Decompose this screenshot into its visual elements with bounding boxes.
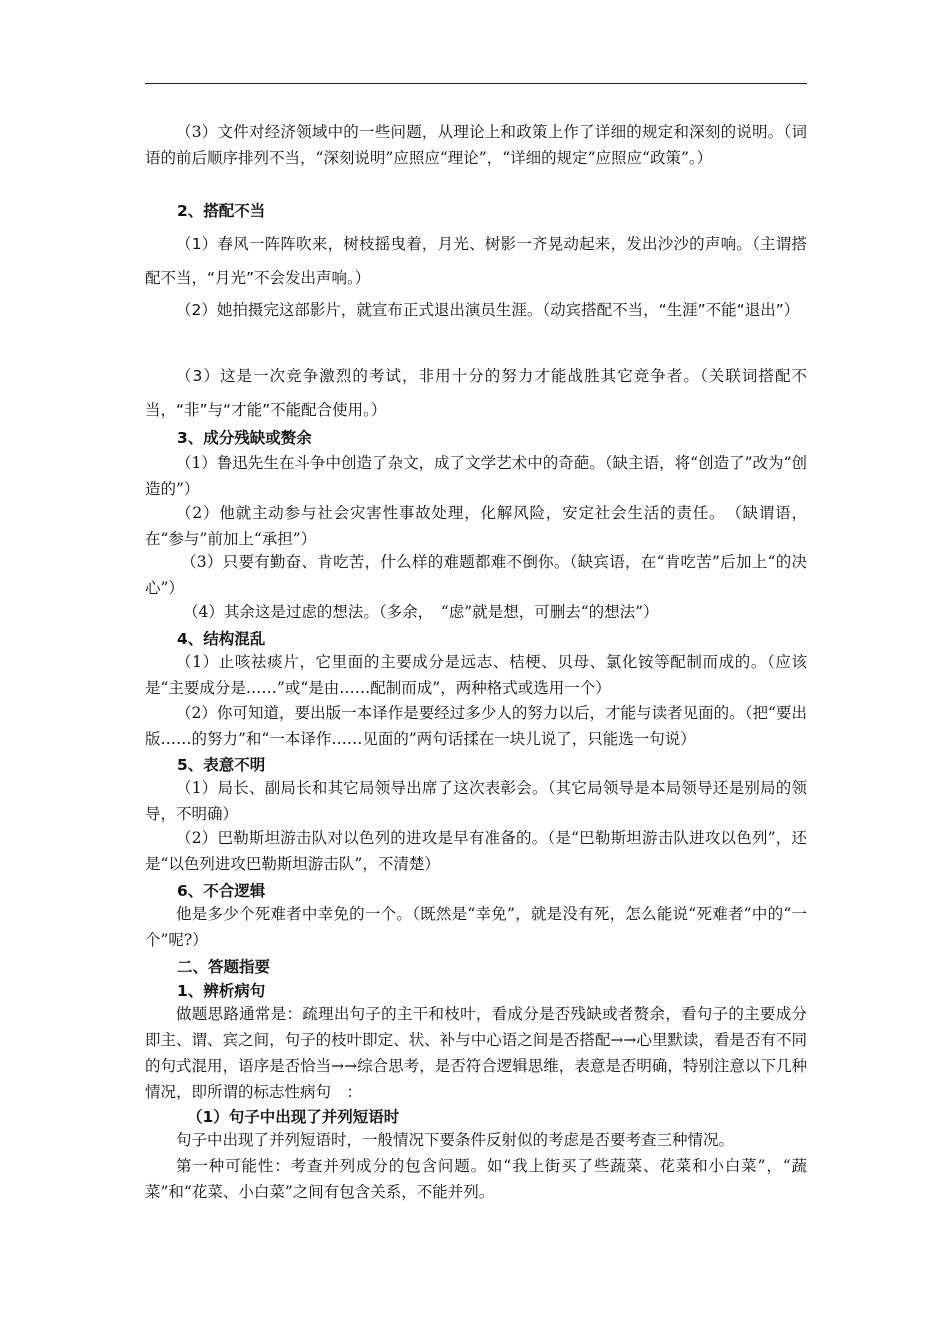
paragraph: 他是多少个死难者中幸免的一个。（既然是“幸免”，就是没有死，怎么能说“死难者”中的“一个”呢?） <box>145 905 807 949</box>
section-heading: （1）句子中出现了并列短语时 <box>187 1108 400 1126</box>
section-heading: 6、不合逻辑 <box>177 882 266 900</box>
section-heading: 2、搭配不当 <box>177 202 266 220</box>
header-rule <box>145 83 807 84</box>
section-heading: 1、辨析病句 <box>177 982 266 1000</box>
paragraph: （3）文件对经济领域中的一些问题，从理论上和政策上作了详细的规定和深刻的说明。（词语的前后顺序排列不当，“深刻说明”应照应“理论”，“详细的规定”应照应“政策”。） <box>145 123 807 167</box>
paragraph: （1）鲁迅先生在斗争中创造了杂文，成了文学艺术中的奇葩。（缺主语，将“创造了”改为“创造的”） <box>145 454 807 498</box>
paragraph: 做题思路通常是：疏理出句子的主干和枝叶，看成分是否残缺或者赘余，看句子的主要成分即主、谓、宾之间，句子的枝叶即定、状、补与中心语之间是否搭配→→心里默读，看是否有不同的句式混用，语序是否恰当→→综合思考，是否符合逻辑思维，表意是否明确，特别注意以下几种情况，即所谓的标志性病句 ： <box>145 1005 807 1101</box>
paragraph: （2）她拍摄完这部影片，就宣布正式退出演员生涯。（动宾搭配不当，“生涯”不能“退出”） <box>176 301 800 319</box>
paragraph: （1）止咳祛痰片，它里面的主要成分是远志、桔梗、贝母、氯化铵等配制而成的。（应该是“主要成分是……”或“是由……配制而成”，两种格式或选用一个） <box>145 653 807 697</box>
paragraph: 句子中出现了并列短语时，一般情况下要条件反射似的考虑是否要考查三种情况。 <box>176 1131 735 1149</box>
paragraph: （1）春风一阵阵吹来，树枝摇曳着，月光、树影一齐晃动起来，发出沙沙的声响。（主谓搭配不当，“月光”不会发出声响。） <box>145 235 807 287</box>
paragraph: 第一种可能性：考查并列成分的包含问题。如“我上街买了些蔬菜、花菜和小白菜”，“蔬菜”和“花菜、小白菜”之间有包含关系，不能并列。 <box>145 1157 807 1201</box>
section-heading: 5、表意不明 <box>177 756 266 774</box>
paragraph: （1）局长、副局长和其它局领导出席了这次表彰会。（其它局领导是本局领导还是别局的领导，不明确） <box>145 779 807 823</box>
paragraph: （2）巴勒斯坦游击队对以色列的进攻是早有准备的。（是“巴勒斯坦游击队进攻以色列”，还是“以色列进攻巴勒斯坦游击队”，不清楚） <box>145 829 807 873</box>
paragraph: （2）你可知道，要出版一本译作是要经过多少人的努力以后，才能与读者见面的。（把“要出版……的努力”和“一本译作……见面的”两句话揉在一块儿说了，只能选一句说） <box>145 704 807 748</box>
paragraph: （3）只要有勤奋、肯吃苦，什么样的难题都难不倒你。（缺宾语，在“肯吃苦”后加上“的决心”） <box>145 553 807 597</box>
section-heading: 二、答题指要 <box>177 958 271 976</box>
section-heading: 3、成分残缺或赘余 <box>177 429 312 447</box>
paragraph: （3）这是一次竞争激烈的考试，非用十分的努力才能战胜其它竞争者。（关联词搭配不当，“非”与“才能”不能配合使用。） <box>145 367 807 419</box>
paragraph: （4）其余这是过虑的想法。（多余， “虑”就是想，可删去“的想法”） <box>183 603 659 621</box>
section-heading: 4、结构混乱 <box>177 630 266 648</box>
paragraph: （2）他就主动参与社会灾害性事故处理，化解风险，安定社会生活的责任。 （缺谓语，在“参与”前加上“承担”） <box>145 504 807 548</box>
